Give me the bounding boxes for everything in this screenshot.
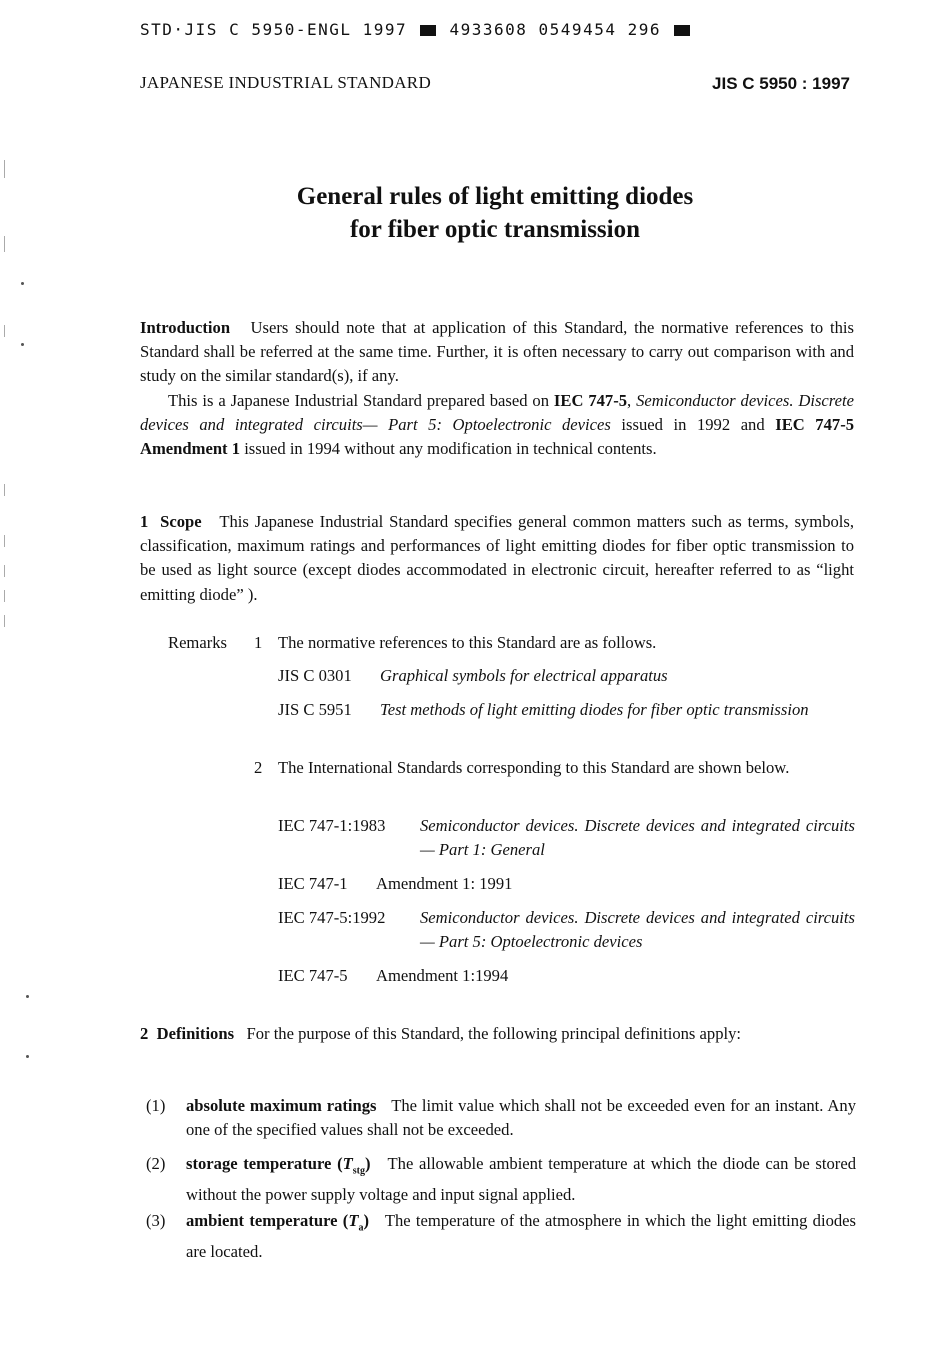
scan-margin-mark — [4, 236, 5, 252]
reference-code: IEC 747-5:1992 — [278, 908, 386, 927]
scope-text: This Japanese Industrial Standard specifies general common matters such as terms, symbols, classification, maximum ratings and performances of light emitting diodes for fiber optic transmission to be used as light source (except diodes accommodated in electronic circuit, hereafter referred to as “light emitting diode” ). — [140, 512, 855, 604]
introduction-heading: Introduction — [140, 318, 231, 337]
definition-item — [140, 1152, 856, 1207]
definitions-intro: For the purpose of this Standard, the following principal definitions apply: — [246, 1024, 742, 1043]
definition-number: (2) — [146, 1154, 166, 1173]
scan-speck — [26, 995, 29, 998]
remark-1-text: The normative references to this Standard are as follows. — [278, 633, 657, 652]
definition-term: absolute maximum ratings — [186, 1096, 377, 1115]
scan-margin-mark — [4, 565, 5, 577]
symbol-subscript: a — [358, 1222, 364, 1234]
black-block-mark — [674, 25, 690, 36]
definition-text: The allowable ambient temperature at which the diode can be stored without the power supply voltage and input signal applied. — [186, 1154, 856, 1205]
page-title — [140, 180, 850, 246]
reference-title: Amendment 1:1994 — [376, 966, 509, 985]
header-standard-name: JAPANESE INDUSTRIAL STANDARD — [140, 73, 432, 92]
definition-item — [140, 1094, 856, 1142]
scope-heading: Scope — [160, 512, 202, 531]
definition-number: (1) — [146, 1096, 166, 1115]
intro-text-e: issued in 1992 and — [621, 414, 765, 434]
scan-margin-mark — [4, 325, 5, 337]
scope-section — [140, 510, 854, 607]
scan-margin-mark — [4, 535, 5, 547]
definition-term: ambient temperature — [186, 1211, 338, 1230]
remark-2-text: The International Standards corresponding to this Standard are shown below. — [278, 758, 790, 777]
reference-title: Semiconductor devices. Discrete devices and integrated circuits— Part 5: Optoelectronic devices — [420, 908, 855, 951]
introduction-paragraph-2 — [140, 389, 854, 462]
intro-ref-iec-747-5: IEC 747-5 — [553, 390, 628, 410]
reference-code: JIS C 0301 — [278, 666, 352, 685]
header-standard-number: JIS C 5950 : 1997 — [712, 74, 850, 93]
catalog-id: STD·JIS C 5950-ENGL 1997 — [140, 20, 408, 39]
reference-item — [278, 664, 352, 688]
catalog-number: 4933608 0549454 296 — [449, 20, 661, 39]
scan-speck — [21, 343, 24, 346]
definition-symbol: $(T_{stg})$ — [337, 1154, 371, 1177]
scan-speck — [26, 1055, 29, 1058]
intro-text-a: This is a Japanese Industrial Standard prepared based on — [168, 390, 550, 410]
reference-code: IEC 747-1 — [278, 874, 348, 893]
reference-item — [278, 698, 352, 722]
scan-speck — [21, 282, 24, 285]
scan-margin-mark — [4, 590, 5, 602]
definition-text: The temperature of the atmosphere in which the light emitting diodes are located. — [186, 1211, 856, 1262]
black-block-mark — [420, 25, 436, 36]
definition-item — [140, 1209, 856, 1264]
scan-margin-mark — [4, 484, 5, 496]
intro-text-g: issued in 1994 without any modification in technical contents. — [244, 439, 657, 459]
scan-margin-mark — [4, 615, 5, 627]
reference-title: Semiconductor devices. Discrete devices and integrated circuits— Part 1: General — [420, 816, 855, 859]
definitions-heading: Definitions — [156, 1024, 235, 1043]
remark-1-number: 1 — [254, 633, 263, 652]
reference-title: Graphical symbols for electrical apparatus — [380, 666, 668, 685]
remarks-label: Remarks — [168, 633, 227, 652]
definition-text: The limit value which shall not be exceeded even for an instant. Any one of the specified values shall not be exceeded. — [186, 1096, 856, 1139]
intro-ref-title: Semiconductor devices. Discrete devices and integrated circuits— Part 5: Optoelectronic devices — [140, 390, 854, 434]
scan-margin-mark — [4, 160, 5, 178]
symbol-main: T — [342, 1154, 353, 1173]
reference-title: Amendment 1: 1991 — [376, 874, 513, 893]
title-line-2: for fiber optic transmission — [349, 216, 641, 243]
definition-number: (3) — [146, 1211, 166, 1230]
reference-title: Test methods of light emitting diodes for fiber optic transmission — [380, 700, 809, 719]
reference-code: IEC 747-5 — [278, 966, 348, 985]
reference-code: IEC 747-1:1983 — [278, 816, 386, 835]
intro-ref-amendment: IEC 747-5 Amendment 1 — [140, 414, 855, 459]
introduction-text: Users should note that at application of this Standard, the normative references to this Standard shall be referred at the same time. Further, it is often necessary to carry out comparison with and study on the similar standard(s), if any. — [140, 318, 854, 386]
definitions-number: 2 — [140, 1024, 149, 1043]
scope-number: 1 — [140, 512, 149, 531]
definition-term: storage temperature — [186, 1154, 332, 1173]
remark-2-number: 2 — [254, 758, 263, 777]
definition-symbol: $(T_a)$ — [342, 1211, 369, 1234]
symbol-subscript: stg — [352, 1165, 365, 1177]
intro-comma: , — [627, 390, 632, 410]
reference-code: JIS C 5951 — [278, 700, 352, 719]
title-line-1: General rules of light emitting diodes — [296, 183, 694, 210]
definitions-section — [140, 1022, 854, 1046]
introduction-paragraph-1 — [140, 316, 854, 389]
symbol-main: T — [348, 1211, 359, 1230]
catalog-line — [140, 20, 692, 39]
introduction-section — [140, 316, 854, 461]
